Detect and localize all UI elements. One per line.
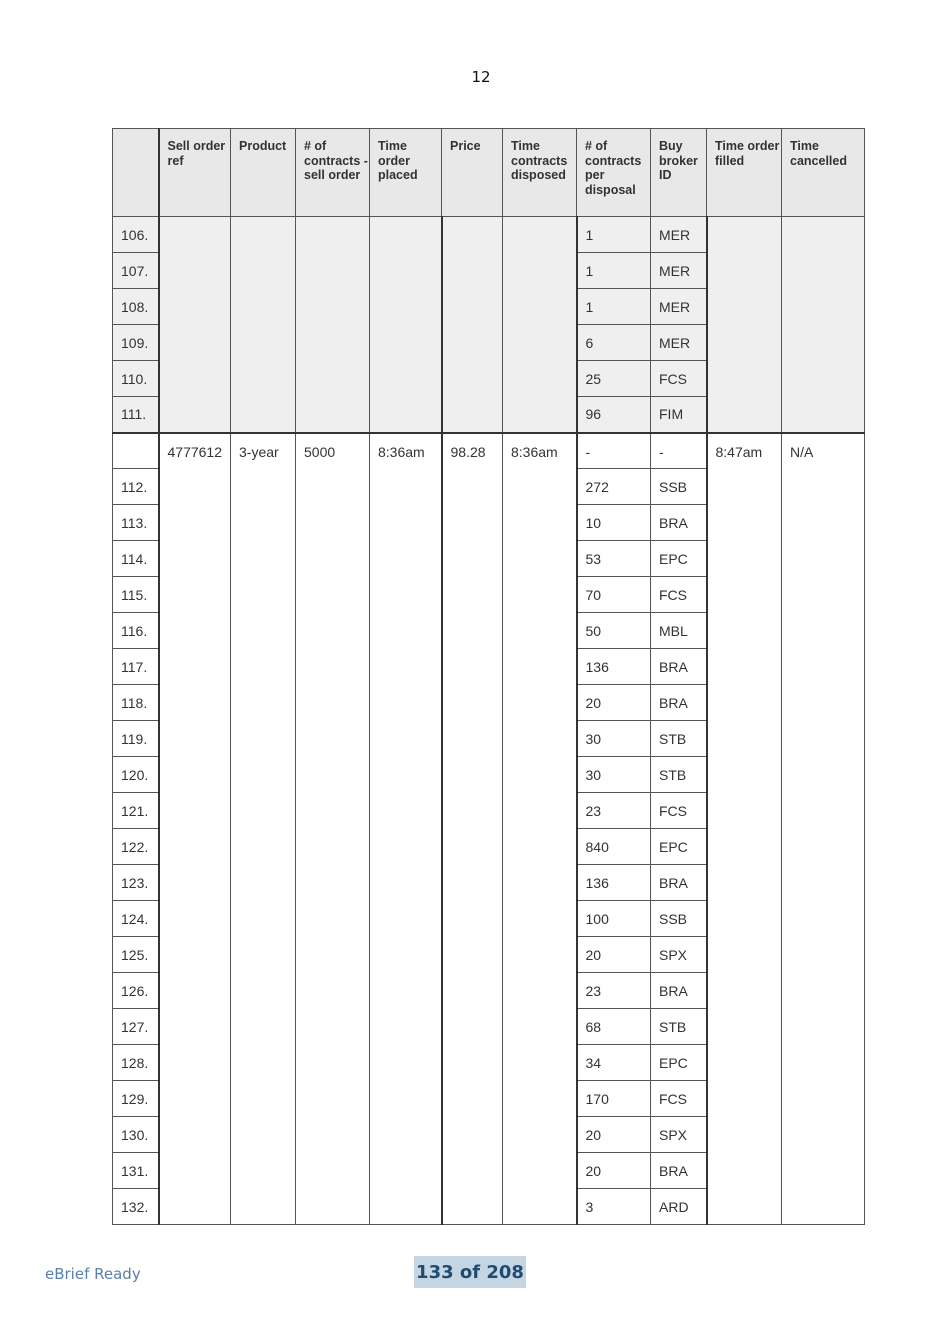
contracts-per-disposal-cell: 840 — [577, 829, 651, 865]
contracts-sell-order-cell — [296, 217, 370, 433]
disposal-table — [112, 128, 865, 1225]
row-index: 124. — [113, 901, 159, 937]
header-product: Product — [231, 129, 296, 217]
sell-order-ref-cell: 4777612 — [159, 433, 231, 1225]
row-index: 117. — [113, 649, 159, 685]
row-index: 123. — [113, 865, 159, 901]
time-cancelled-cell: N/A — [782, 433, 865, 1225]
buy-broker-cell: SSB — [651, 901, 707, 937]
row-index: 122. — [113, 829, 159, 865]
row-index: 107. — [113, 253, 159, 289]
buy-broker-cell: MBL — [651, 613, 707, 649]
buy-broker-cell: EPC — [651, 1045, 707, 1081]
contracts-per-disposal-cell: 25 — [577, 361, 651, 397]
contracts-per-disposal-cell: 1 — [577, 253, 651, 289]
row-index: 106. — [113, 217, 159, 253]
row-index: 109. — [113, 325, 159, 361]
buy-broker-cell: FCS — [651, 361, 707, 397]
sell-order-ref-cell — [159, 217, 231, 433]
buy-broker-cell: MER — [651, 253, 707, 289]
buy-broker-cell: MER — [651, 325, 707, 361]
contracts-per-disposal-cell: 136 — [577, 649, 651, 685]
table-body — [113, 217, 865, 1225]
buy-broker-cell: FCS — [651, 577, 707, 613]
buy-broker-cell: EPC — [651, 541, 707, 577]
row-index: 114. — [113, 541, 159, 577]
row-index: 110. — [113, 361, 159, 397]
buy-broker-cell: SPX — [651, 1117, 707, 1153]
time-disposed-cell — [503, 217, 577, 433]
header-time-contracts-disposed: Time contracts disposed — [503, 129, 577, 217]
header-time-order-filled: Time order filled — [707, 129, 782, 217]
row-index: 108. — [113, 289, 159, 325]
buy-broker-cell: STB — [651, 1009, 707, 1045]
header-time-order-placed: Time order placed — [370, 129, 442, 217]
contracts-per-disposal-cell: 30 — [577, 721, 651, 757]
row-index: 116. — [113, 613, 159, 649]
time-filled-cell: 8:47am — [707, 433, 782, 1225]
contracts-per-disposal-cell: 96 — [577, 397, 651, 433]
row-index: 112. — [113, 469, 159, 505]
contracts-per-disposal-cell: 272 — [577, 469, 651, 505]
contracts-per-disposal-cell: 10 — [577, 505, 651, 541]
time-filled-cell — [707, 217, 782, 433]
buy-broker-cell: EPC — [651, 829, 707, 865]
buy-broker-cell: STB — [651, 721, 707, 757]
price-cell: 98.28 — [442, 433, 503, 1225]
header-buy-broker-id: Buy broker ID — [651, 129, 707, 217]
page-counter: 133 of 208 — [414, 1256, 526, 1288]
buy-broker-cell: FCS — [651, 793, 707, 829]
contracts-per-disposal-cell: 3 — [577, 1189, 651, 1225]
row-index: 126. — [113, 973, 159, 1009]
row-index: 121. — [113, 793, 159, 829]
product-cell: 3-year — [231, 433, 296, 1225]
buy-broker-cell: SSB — [651, 469, 707, 505]
contracts-per-disposal-cell: 50 — [577, 613, 651, 649]
row-index: 120. — [113, 757, 159, 793]
buy-broker-cell: BRA — [651, 865, 707, 901]
contracts-per-disposal-cell: - — [577, 433, 651, 469]
buy-broker-cell: BRA — [651, 1153, 707, 1189]
header-price: Price — [442, 129, 503, 217]
ebrief-brand: eBrief Ready — [45, 1265, 141, 1283]
contracts-per-disposal-cell: 34 — [577, 1045, 651, 1081]
buy-broker-cell: MER — [651, 217, 707, 253]
contracts-per-disposal-cell: 1 — [577, 289, 651, 325]
buy-broker-cell: BRA — [651, 649, 707, 685]
time-order-placed-cell — [370, 217, 442, 433]
row-index — [113, 433, 159, 469]
buy-broker-cell: FCS — [651, 1081, 707, 1117]
table-header-row — [113, 129, 865, 217]
product-cell — [231, 217, 296, 433]
header-sell-order-ref: Sell order ref — [159, 129, 231, 217]
contracts-sell-order-cell: 5000 — [296, 433, 370, 1225]
buy-broker-cell: SPX — [651, 937, 707, 973]
header-time-cancelled: Time cancelled — [782, 129, 865, 217]
contracts-per-disposal-cell: 100 — [577, 901, 651, 937]
order-summary-row — [113, 433, 865, 469]
time-cancelled-cell — [782, 217, 865, 433]
contracts-per-disposal-cell: 70 — [577, 577, 651, 613]
contracts-per-disposal-cell: 20 — [577, 1117, 651, 1153]
time-disposed-cell: 8:36am — [503, 433, 577, 1225]
row-index: 119. — [113, 721, 159, 757]
header-contracts-per-disposal: # of contracts per disposal — [577, 129, 651, 217]
header-index — [113, 129, 159, 217]
row-index: 130. — [113, 1117, 159, 1153]
row-index: 128. — [113, 1045, 159, 1081]
row-index: 115. — [113, 577, 159, 613]
contracts-per-disposal-cell: 53 — [577, 541, 651, 577]
contracts-per-disposal-cell: 23 — [577, 973, 651, 1009]
buy-broker-cell: - — [651, 433, 707, 469]
contracts-per-disposal-cell: 170 — [577, 1081, 651, 1117]
contracts-per-disposal-cell: 20 — [577, 937, 651, 973]
contracts-per-disposal-cell: 1 — [577, 217, 651, 253]
contracts-per-disposal-cell: 20 — [577, 1153, 651, 1189]
row-index: 131. — [113, 1153, 159, 1189]
time-order-placed-cell: 8:36am — [370, 433, 442, 1225]
contracts-per-disposal-cell: 30 — [577, 757, 651, 793]
header-contracts-sell-order: # of contracts - sell order — [296, 129, 370, 217]
buy-broker-cell: STB — [651, 757, 707, 793]
buy-broker-cell: BRA — [651, 973, 707, 1009]
contracts-per-disposal-cell: 6 — [577, 325, 651, 361]
buy-broker-cell: BRA — [651, 685, 707, 721]
buy-broker-cell: MER — [651, 289, 707, 325]
row-index: 127. — [113, 1009, 159, 1045]
row-index: 132. — [113, 1189, 159, 1225]
price-cell — [442, 217, 503, 433]
contracts-per-disposal-cell: 23 — [577, 793, 651, 829]
row-index: 129. — [113, 1081, 159, 1117]
contracts-per-disposal-cell: 20 — [577, 685, 651, 721]
contracts-per-disposal-cell: 68 — [577, 1009, 651, 1045]
row-index: 111. — [113, 397, 159, 433]
row-index: 113. — [113, 505, 159, 541]
page-number: 12 — [471, 68, 491, 86]
contracts-per-disposal-cell: 136 — [577, 865, 651, 901]
row-index: 118. — [113, 685, 159, 721]
buy-broker-cell: BRA — [651, 505, 707, 541]
table-row — [113, 217, 865, 253]
row-index: 125. — [113, 937, 159, 973]
buy-broker-cell: FIM — [651, 397, 707, 433]
buy-broker-cell: ARD — [651, 1189, 707, 1225]
